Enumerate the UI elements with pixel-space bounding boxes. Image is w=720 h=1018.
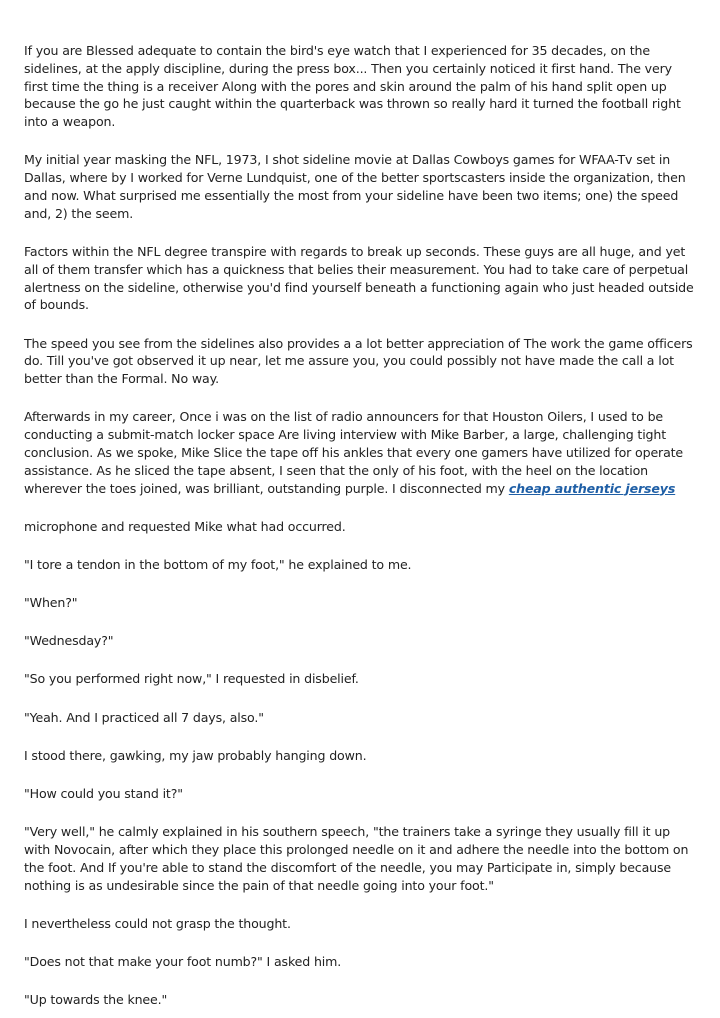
paragraph-foot-numb: "Does not that make your foot numb?" I asked him.: [24, 953, 342, 969]
paragraph-bird-eye-watch: If you are Blessed adequate to contain the bird's eye watch that I experienced for 35 decades, on the sidelines, at the apply discipline, during the press box... Then you certainly noticed it first hand. The very first time the thing is a receiver Along with the pores and skin around the palm of his hand split open up because the go he just caught within the quarterback was thrown so really hard it turned the football right into a weapon.: [24, 43, 681, 130]
paragraph-wednesday: "Wednesday?": [24, 633, 114, 649]
paragraph-trainers-syringe: "Very well," he calmly explained in his southern speech, "the trainers take a syringe they usually fill it up with Novocain, after which they place this prolonged needle on it and adhere the needle into the bottom on the foot. And If you're able to stand the discomfort of the needle, you may Participate in, simply because nothing is as undesirable since the pain of that needle going into your foot.": [24, 824, 689, 893]
paragraph-performed-today: "So you performed right now," I requested in disbelief.: [24, 671, 359, 687]
paragraph-locker-room-interview: [24, 408, 696, 497]
paragraph-up-to-knee: "Up towards the knee.": [24, 992, 168, 1008]
paragraph-microphone: microphone and requested Mike what had occurred.: [24, 518, 346, 534]
cheap-authentic-jerseys-link[interactable]: cheap authentic jerseys: [508, 480, 676, 496]
paragraph-game-officers: The speed you see from the sidelines also provides a a lot better appreciation of The work the game officers do. Till you've got observed it up near, let me assure you, you could possibly not have made the call a lot better than the Formal. No way.: [24, 335, 693, 387]
paragraph-first-year-nfl: My initial year masking the NFL, 1973, I shot sideline movie at Dallas Cowboys games for WFAA-Tv set in Dallas, where by I worked for Verne Lundquist, one of the better sportscasters inside the organization, then and now. What surprised me essentially the most from your sideline have been two items; one) the speed and, 2) the seem.: [24, 152, 686, 221]
paragraph-how-stand-it: "How could you stand it?": [24, 786, 183, 801]
paragraph-practiced-all-week: "Yeah. And I practiced all 7 days, also.": [24, 709, 264, 725]
paragraph-split-seconds: Factors within the NFL degree transpire with regards to break up seconds. These guys are all huge, and yet all of them transfer which has a quickness that belies their measurement. You had to take care of perpetual alertness on the sideline, otherwise you'd find yourself beneath a functioning again who just headed outside of bounds.: [24, 243, 694, 313]
paragraph-could-not-grasp: I nevertheless could not grasp the thought.: [24, 915, 291, 931]
locker-room-text: Afterwards in my career, Once i was on the list of radio announcers for that Houston Oilers, I used to be conducting a submit-match locker space Are living interview with Mike Barber, a large, challenging tight conclusion. As we spoke, Mike Slice the tape off his ankles that every one gamers have utilized for operate assistance. As he sliced the tape absent, I seen that the only of his foot, with the heel on the location wherever the toes joined, was brilliant, outstanding purple. I disconnected my: [24, 409, 684, 496]
paragraph-when: "When?": [24, 595, 78, 611]
paragraph-stood-gawking: I stood there, gawking, my jaw probably hanging down.: [24, 747, 367, 763]
paragraph-tore-tendon: "I tore a tendon in the bottom of my foot," he explained to me.: [24, 556, 412, 572]
